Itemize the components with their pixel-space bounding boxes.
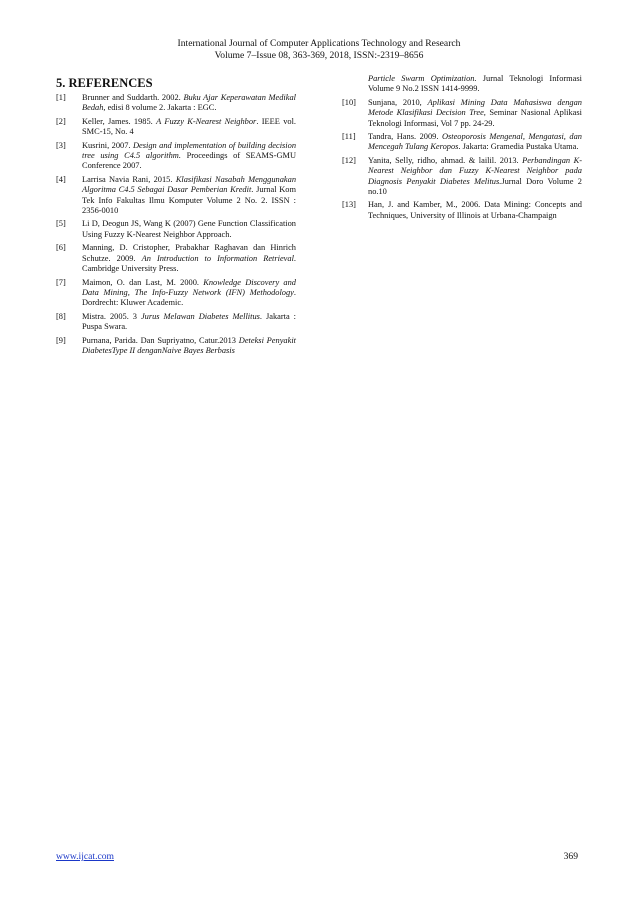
reference-text <box>82 219 296 240</box>
right-column <box>342 74 582 224</box>
reference-text-after: Jurnal Doro Volume 2 no.10 <box>368 176 582 197</box>
reference-number: [7] <box>56 277 66 287</box>
reference-item <box>56 141 296 172</box>
reference-text-before: Maimon, O. dan Last, M. 2000. <box>82 277 204 287</box>
reference-text-before: Han, J. and Kamber, M., 2006. Data Mining: Concepts and Techniques, University of Illinois at Urbana-Champaign <box>368 200 582 220</box>
reference-text <box>82 117 296 138</box>
reference-text-after: . Jurnal Kom Tek Info Fakultas Ilmu Komputer Volume 2 No. 2. ISSN : 2356-0010 <box>82 185 296 216</box>
reference-text <box>82 243 296 274</box>
reference-text-before: Purnana, Parida. Dan Supriyatno, Catur.2013 <box>82 335 239 345</box>
reference-text <box>368 156 582 198</box>
reference-italic: Osteoporosis Mengenal, Mengatasi, dan Mencegah Tulang Keropos <box>368 132 582 152</box>
reference-text-before: Yanita, Selly, ridho, ahmad. & lailil. 2013. <box>368 155 523 165</box>
reference-text-before: Mistra. 2005. 3 <box>82 311 141 321</box>
reference-item <box>342 132 582 153</box>
reference-list-right <box>342 98 582 221</box>
reference-text-before: Brunner and Suddarth. 2002. <box>82 93 184 102</box>
reference-text-after: . Jakarta : Puspa Swara. <box>82 311 297 332</box>
reference-italic: Buku Ajar Keperawatan Medikal Bedah <box>82 93 296 113</box>
reference-italic: Deteksi Penyakit DiabetesType II denganNaive Bayes Berbasis <box>82 335 296 355</box>
reference-italic: Aplikasi Mining Data Mahasiswa dengan Metode Klasifikasi Decision Tree <box>368 97 582 118</box>
reference-text-before: Larrisa Navia Rani, 2015. <box>82 174 176 184</box>
reference-italic: Design and implementation of building decision tree using C4.5 algorithm. <box>82 140 297 161</box>
reference-number: [9] <box>56 335 66 345</box>
reference-item <box>56 175 296 217</box>
reference-9-continuation <box>342 74 582 95</box>
reference-text <box>368 98 582 129</box>
reference-number: [10] <box>342 97 356 107</box>
reference-text <box>82 278 296 309</box>
reference-number: [8] <box>56 311 66 321</box>
reference-item <box>56 243 296 274</box>
reference-text <box>368 132 582 153</box>
reference-italic: Klasifikasi Nasabah Menggunakan Algoritma C4.5 Sebagai Dasar Pemberian Kredit <box>82 174 297 195</box>
reference-italic: An Introduction to Information Retrieval <box>141 253 294 263</box>
journal-header <box>0 38 638 62</box>
reference-text-before: Sunjana, 2010, <box>368 97 428 107</box>
reference-text <box>82 93 296 114</box>
footer-website-link[interactable]: www.ijcat.com <box>56 851 114 862</box>
reference-text-before: Kusrini, 2007. <box>82 140 133 150</box>
reference-item <box>56 278 296 309</box>
reference-text <box>82 336 296 357</box>
reference-italic: Jurus Melawan Diabetes Mellitus <box>140 311 260 321</box>
left-column <box>56 76 296 359</box>
reference-item <box>56 336 296 357</box>
reference-number: [11] <box>342 132 356 142</box>
reference-number: [6] <box>56 243 66 253</box>
reference-number: [13] <box>342 200 356 210</box>
reference-list-left <box>56 93 296 356</box>
reference-number: [12] <box>342 155 356 165</box>
reference-text-after: . Jakarta: Gramedia Pustaka Utama. <box>458 142 579 152</box>
reference-item <box>342 200 582 221</box>
reference-italic: A Fuzzy K-Nearest Neighbor <box>156 116 257 126</box>
reference-item <box>56 93 296 114</box>
reference-number: [1] <box>56 93 66 102</box>
reference-item <box>56 312 296 333</box>
reference-italic: Particle Swarm Optimization. <box>368 74 477 83</box>
reference-text-after: , edisi 8 volume 2. Jakarta : EGC. <box>103 103 217 113</box>
journal-volume: Volume 7–Issue 08, 363-369, 2018, ISSN:-2319–8656 <box>214 50 424 61</box>
reference-text-after: Proceedings of SEAMS-GMU Conference 2007. <box>82 151 296 171</box>
reference-text <box>82 312 296 333</box>
reference-text-after: Jurnal Teknologi Informasi Volume 9 No.2 ISSN 1414-9999. <box>368 74 582 94</box>
reference-item <box>56 219 296 240</box>
reference-text-after: , Seminar Nasional Aplikasi Teknologi Informasi, Vol 7 pp. 24-29. <box>368 108 582 128</box>
reference-item <box>56 117 296 138</box>
reference-number: [4] <box>56 174 66 184</box>
reference-italic: Perbandingan K-Nearest Neighbor dan Fuzzy K-Nearest Neighbor pada Diagnosis Penyakit Diabetes Melitus. <box>368 155 582 186</box>
reference-number: [2] <box>56 116 66 126</box>
reference-item <box>342 98 582 129</box>
reference-number: [3] <box>56 140 66 150</box>
journal-title: International Journal of Computer Applications Technology and Research <box>177 38 461 49</box>
reference-text-after: . Dordrecht: Kluwer Academic. <box>82 287 296 308</box>
section-title: 5. REFERENCES <box>56 76 153 90</box>
reference-text <box>82 175 296 217</box>
reference-text-before: Manning, D. Cristopher, Prabakhar Raghavan dan Hinrich Schutze. 2009. <box>82 243 296 263</box>
page-number: 369 <box>563 851 578 862</box>
reference-text <box>368 200 582 221</box>
reference-text-after: . Cambridge University Press. <box>82 253 296 274</box>
reference-text-before: Tandra, Hans. 2009. <box>368 132 442 142</box>
reference-number: [5] <box>56 219 66 229</box>
reference-text-before: Li D, Deogun JS, Wang K (2007) Gene Function Classification Using Fuzzy K-Nearest Neighbor Approach. <box>82 219 296 239</box>
reference-text <box>82 141 296 172</box>
reference-italic: Knowledge Discovery and Data Mining, The Info-Fuzzy Network (IFN) Methodology <box>82 277 296 297</box>
reference-item <box>342 156 582 198</box>
reference-text-after: . IEEE vol. SMC-15, No. 4 <box>82 116 297 137</box>
reference-text-before: Keller, James. 1985. <box>82 116 157 126</box>
